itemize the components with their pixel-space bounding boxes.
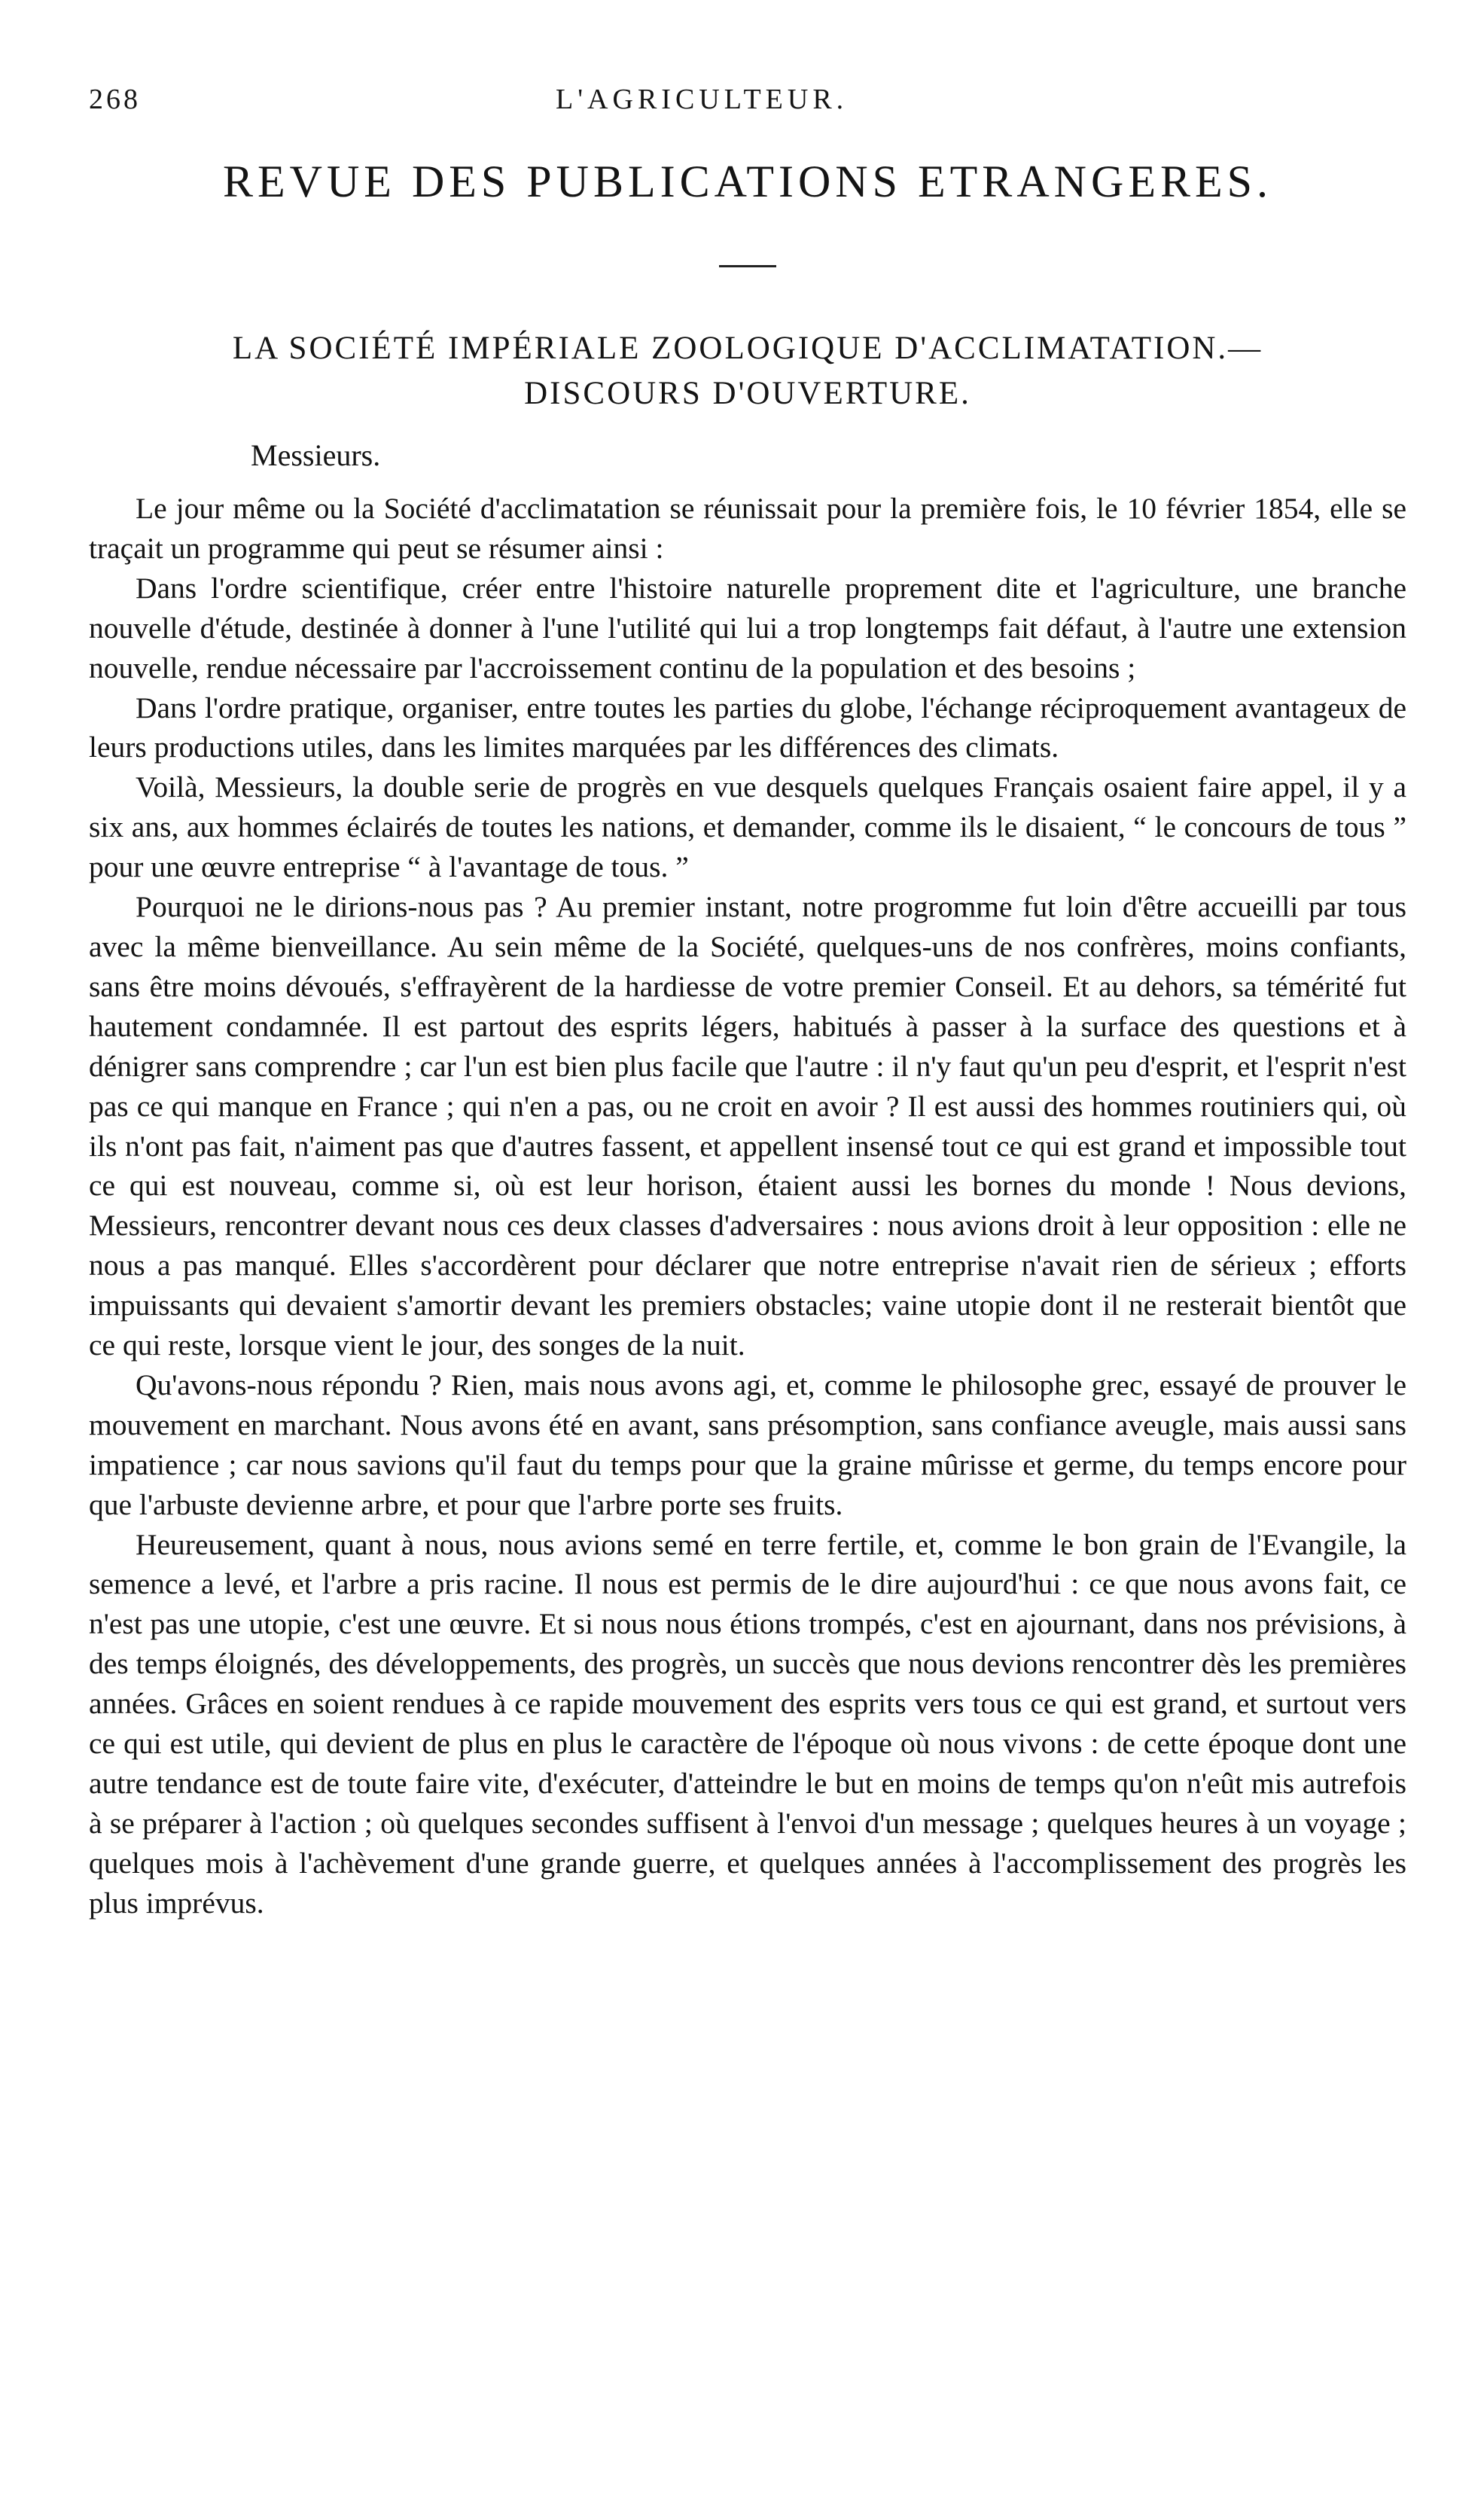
article-body bbox=[89, 489, 1406, 1923]
paragraph-5: Pourquoi ne le dirions-nous pas ? Au premier instant, notre progromme fut loin d'être accueilli par tous avec la même bienveillance. Au sein même de la Société, quelques-uns de nos confrères, moins confiants, sans être moins dévoués, s'effrayèrent de la hardiesse de votre premier Conseil. Et au dehors, sa témérité fut hautement condamnée. Il est partout des esprits légers, habitués à passer à la surface des questions et à dénigrer sans comprendre ; car l'un est bien plus facile que l'autre : il n'y faut qu'un peu d'esprit, et l'esprit n'est pas ce qui manque en France ; qui n'en a pas, ou ne croit en avoir ? Il est aussi des hommes routiniers qui, où ils n'ont pas fait, n'aiment pas que d'autres fassent, et appellent insensé tout ce qui est grand et impossible tout ce qui est nouveau, comme si, où est leur horison, étaient aussi les bornes du monde ! Nous devions, Messieurs, rencontrer devant nous ces deux classes d'adversaires : nous avions droit à leur opposition : elle ne nous a pas manqué. Elles s'accordèrent pour déclarer que notre entreprise n'avait rien de sérieux ; efforts impuissants qui devaient s'amortir devant les premiers obstacles; vaine utopie dont il ne resterait bientôt que ce qui reste, lorsque vient le jour, des songes de la nuit. bbox=[89, 890, 1406, 1362]
page-number: 268 bbox=[89, 84, 141, 115]
paragraph-7: Heureusement, quant à nous, nous avions semé en terre fertile, et, comme le bon grain de l'Evangile, la semence a levé, et l'arbre a pris racine. Il nous est permis de le dire aujourd'hui : ce que nous avons fait, ce n'est pas une utopie, c'est une œuvre. Et si nous nous étions trompés, c'est en ajournant, dans nos prévisions, à des temps éloignés, des développements, des progrès, un succès que nous devions rencontrer dès les premières années. Grâces en soient rendues à ce rapide mouvement des esprits vers tous ce qui est grand, et surtout vers ce qui est utile, qui devient de plus en plus le caractère de l'époque où nous vivons : de cette époque dont une autre tendance est de toute faire vite, d'exécuter, d'atteindre le but en moins de temps qu'on n'eût mis autrefois à se préparer à l'action ; où quelques secondes suffisent à l'envoi d'un message ; quelques heures à un voyage ; quelques mois à l'achèvement d'une grande guerre, et quelques années à l'accomplissement des progrès les plus imprévus. bbox=[89, 1527, 1406, 1920]
document-page bbox=[89, 83, 1406, 1923]
paragraph-3: Dans l'ordre pratique, organiser, entre toutes les parties du globe, l'échange réciproquement avantageux de leurs productions utiles, dans les limites marquées par les différences des climats. bbox=[89, 691, 1406, 764]
section-title: REVUE DES PUBLICATIONS ETRANGERES. bbox=[222, 157, 1273, 206]
article-title bbox=[89, 326, 1406, 416]
paragraph-1: Le jour même ou la Société d'acclimatation se réunissait pour la première fois, le 10 février 1854, elle se traçait un programme qui peut se résumer ainsi : bbox=[89, 492, 1406, 565]
running-header bbox=[89, 83, 1406, 130]
journal-name: L'AGRICULTEUR. bbox=[556, 84, 849, 115]
paragraph-2: Dans l'ordre scientifique, créer entre l'histoire naturelle proprement dite et l'agriculture, une branche nouvelle d'étude, destinée à donner à l'une l'utilité qui lui a trop longtemps fait défaut, à l'autre une extension nouvelle, rendue nécessaire par l'accroissement continu de la population et des besoins ; bbox=[89, 571, 1406, 685]
paragraph-6: Qu'avons-nous répondu ? Rien, mais nous avons agi, et, comme le philosophe grec, essayé de prouver le mouvement en marchant. Nous avons été en avant, sans présomption, sans confiance aveugle, mais aussi sans impatience ; car nous savions qu'il faut du temps pour que la graine mûrisse et germe, du temps encore pour que l'arbuste devienne arbre, et pour que l'arbre porte ses fruits. bbox=[89, 1368, 1406, 1521]
article-title-line-1: LA SOCIÉTÉ IMPÉRIALE ZOOLOGIQUE D'ACCLIMATATION.— bbox=[232, 331, 1263, 366]
salutation: Messieurs. bbox=[251, 438, 381, 472]
article-title-line-2: DISCOURS D'OUVERTURE. bbox=[524, 376, 971, 411]
divider-rule bbox=[719, 265, 776, 267]
paragraph-4: Voilà, Messieurs, la double serie de progrès en vue desquels quelques Français osaient faire appel, il y a six ans, aux hommes éclairés de toutes les nations, et demander, comme ils le disaient, “ le concours de tous ” pour une œuvre entreprise “ à l'avantage de tous. ” bbox=[89, 770, 1406, 884]
